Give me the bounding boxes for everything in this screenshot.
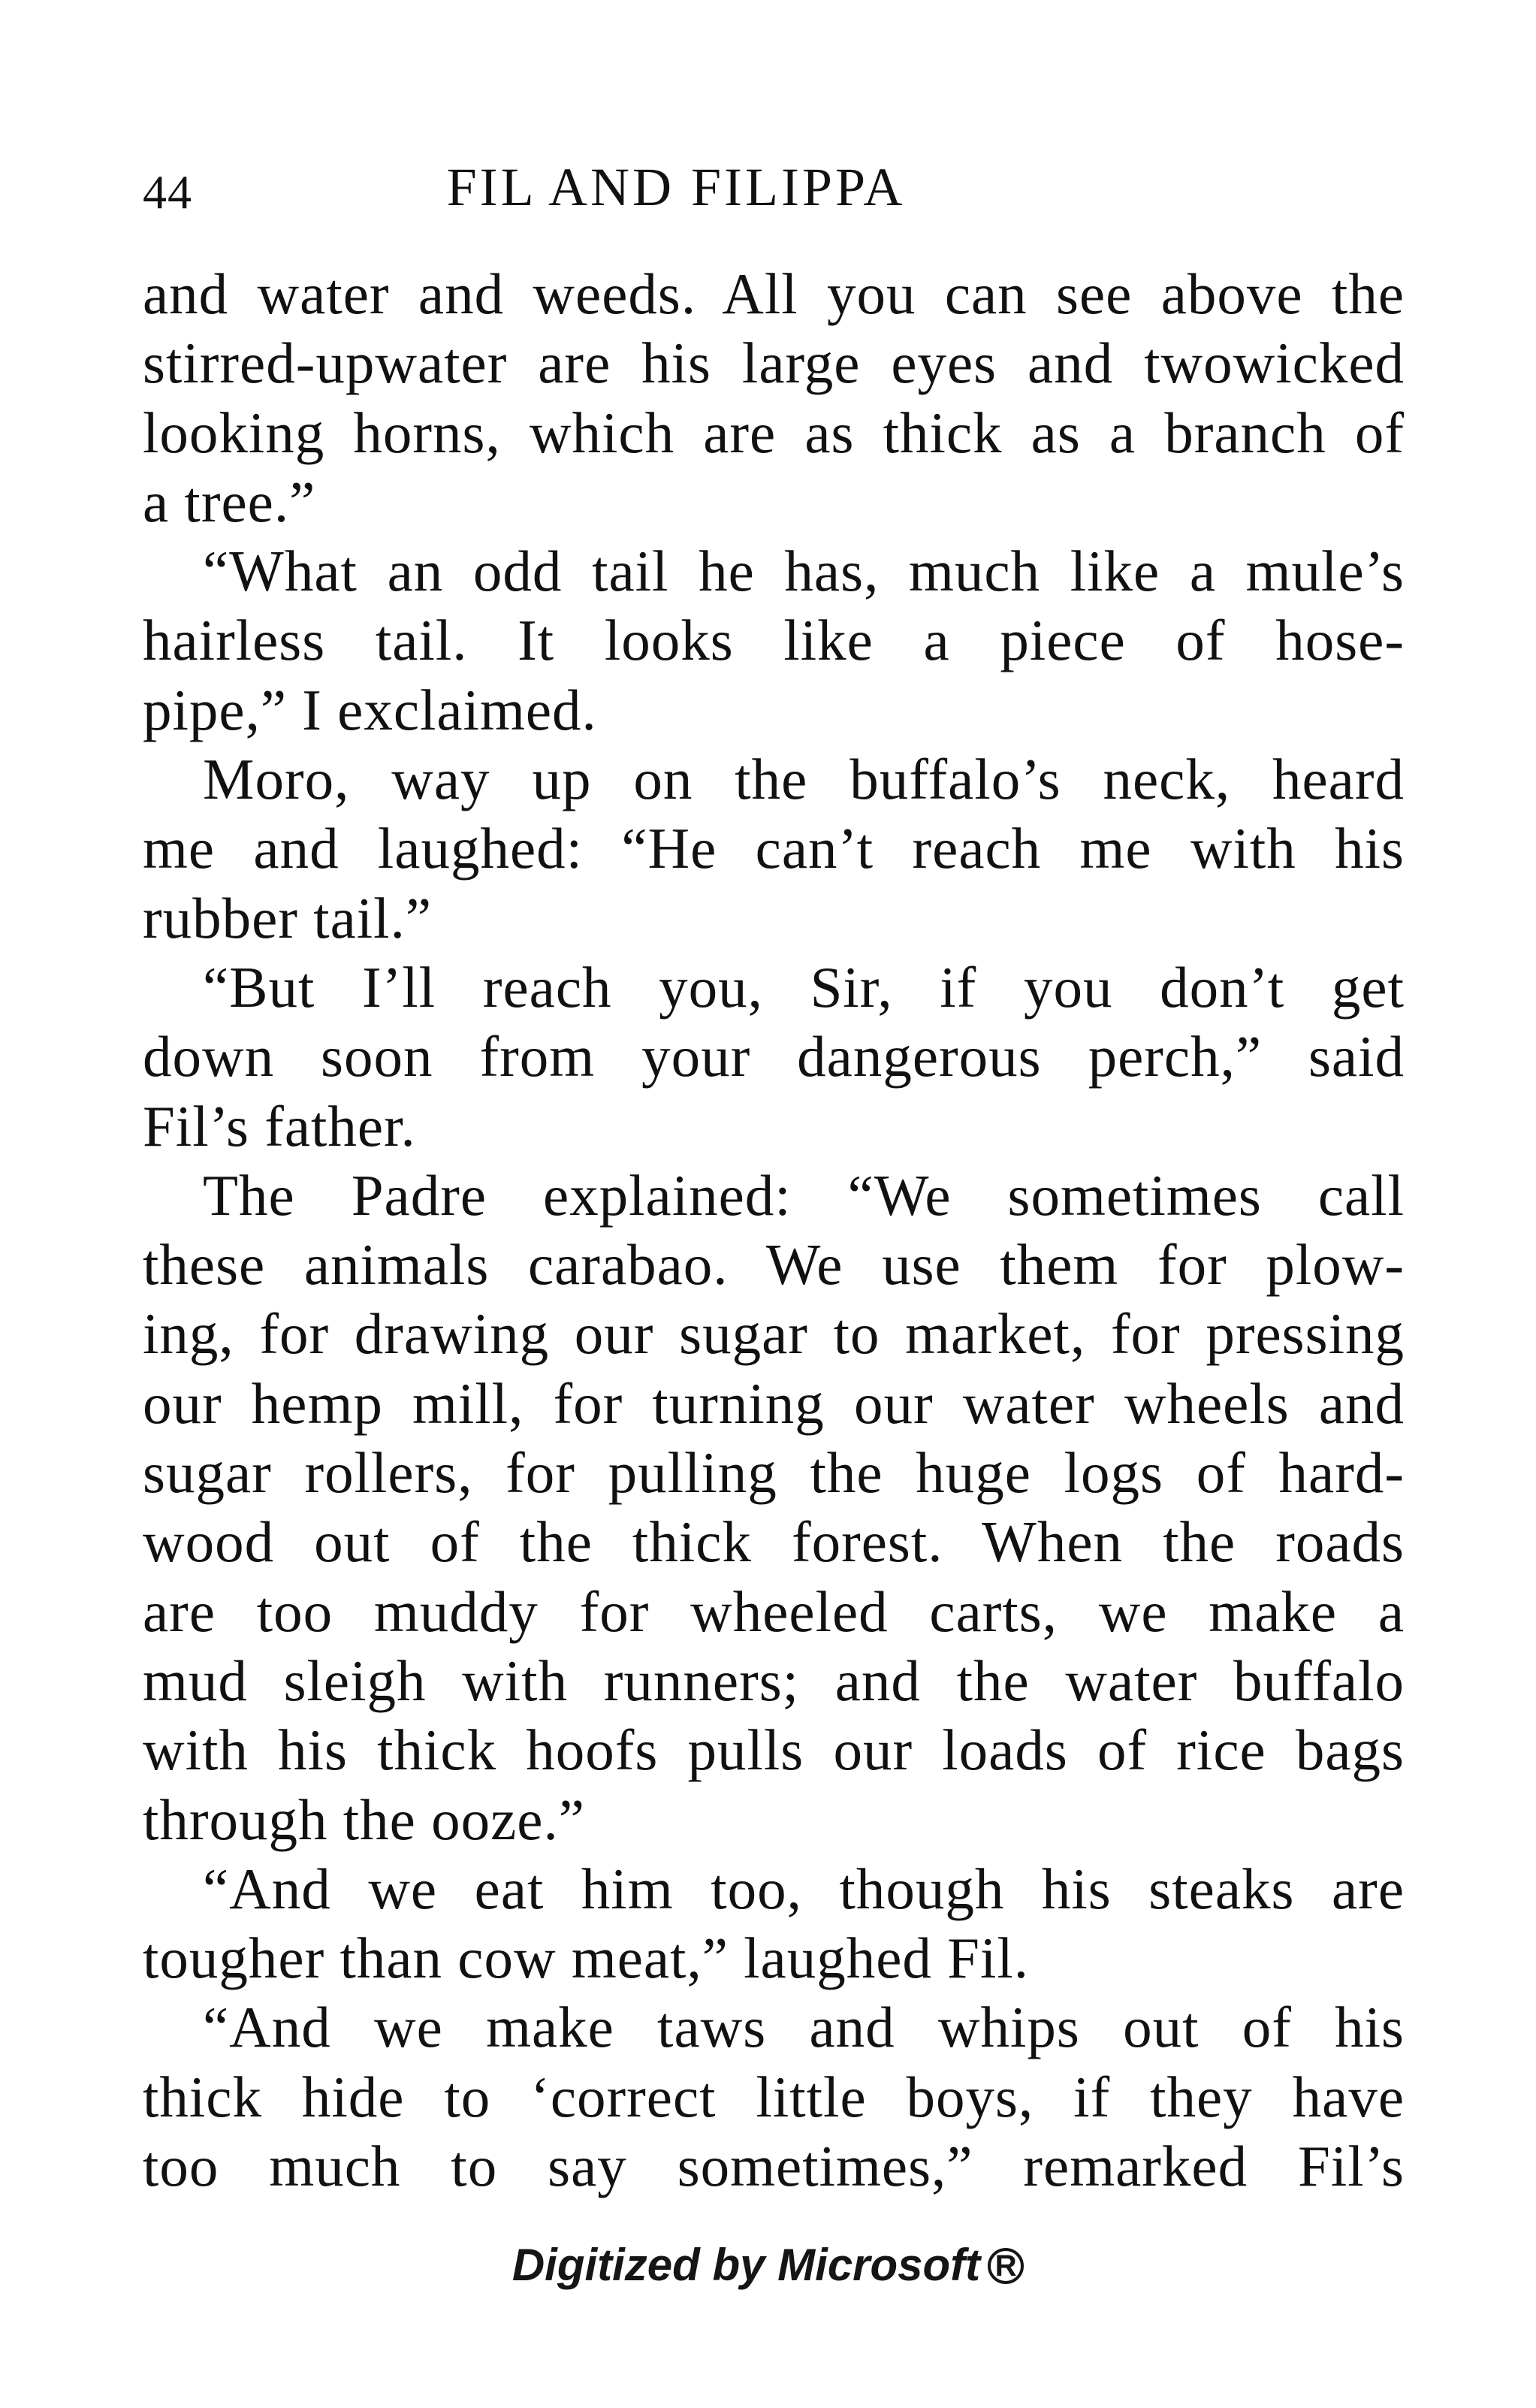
text-line: down soon from your dangerous perch,” said (143, 1024, 1405, 1089)
text-line: these animals carabao. We use them for plow- (143, 1232, 1405, 1298)
body-text (143, 259, 1405, 2201)
text-line: “What an odd tail he has, much like a mule’s (203, 539, 1405, 604)
text-line: ing, for drawing our sugar to market, for pressing (143, 1301, 1405, 1367)
text-line: The Padre explained: “We sometimes call (203, 1162, 1405, 1228)
text-line: too much to say sometimes,” remarked Fil’s (143, 2134, 1405, 2199)
text-line: tougher than cow meat,” laughed Fil. (143, 1926, 1029, 1991)
digitization-watermark (0, 2235, 1536, 2295)
text-line: Fil’s father. (143, 1093, 416, 1159)
text-line: are too muddy for wheeled carts, we make a (143, 1579, 1405, 1644)
running-title: FIL AND FILIPPA (446, 157, 906, 217)
text-line: sugar rollers, for pulling the huge logs of hard- (143, 1440, 1405, 1506)
text-line: with his thick hoofs pulls our loads of rice bags (143, 1718, 1405, 1783)
watermark-text: Digitized by Microsoft (511, 2240, 981, 2290)
text-line: rubber tail.” (143, 885, 432, 950)
text-line: “And we make taws and whips out of his (203, 1995, 1405, 2060)
page-number: 44 (143, 165, 192, 219)
text-line: wood out of the thick forest. When the roads (143, 1509, 1405, 1575)
page-header (143, 147, 1405, 222)
text-line: our hemp mill, for turning our water wheels and (143, 1370, 1405, 1436)
text-line: pipe,” I exclaimed. (143, 677, 597, 742)
text-line: looking horns, which are as thick as a branch of (143, 400, 1405, 465)
text-line: “But I’ll reach you, Sir, if you don’t get (203, 954, 1405, 1020)
registered-mark-icon: R (988, 2248, 1024, 2284)
text-line: and water and weeds. All you can see above the (143, 261, 1405, 326)
text-line: through the ooze.” (143, 1787, 585, 1852)
text-line: me and laughed: “He can’t reach me with his (143, 816, 1405, 881)
text-line: a tree.” (143, 469, 316, 534)
text-line: hairless tail. It looks like a piece of hose- (143, 608, 1405, 673)
text-line: thick hide to ‘correct little boys, if they have (143, 2064, 1405, 2129)
text-line: “And we eat him too, though his steaks are (203, 1856, 1405, 1921)
text-line: Moro, way up on the buffalo’s neck, heard (203, 747, 1405, 812)
text-line: stirred-upwater are his large eyes and twowicked (143, 331, 1405, 396)
text-line: mud sleigh with runners; and the water buffalo (143, 1648, 1405, 1713)
